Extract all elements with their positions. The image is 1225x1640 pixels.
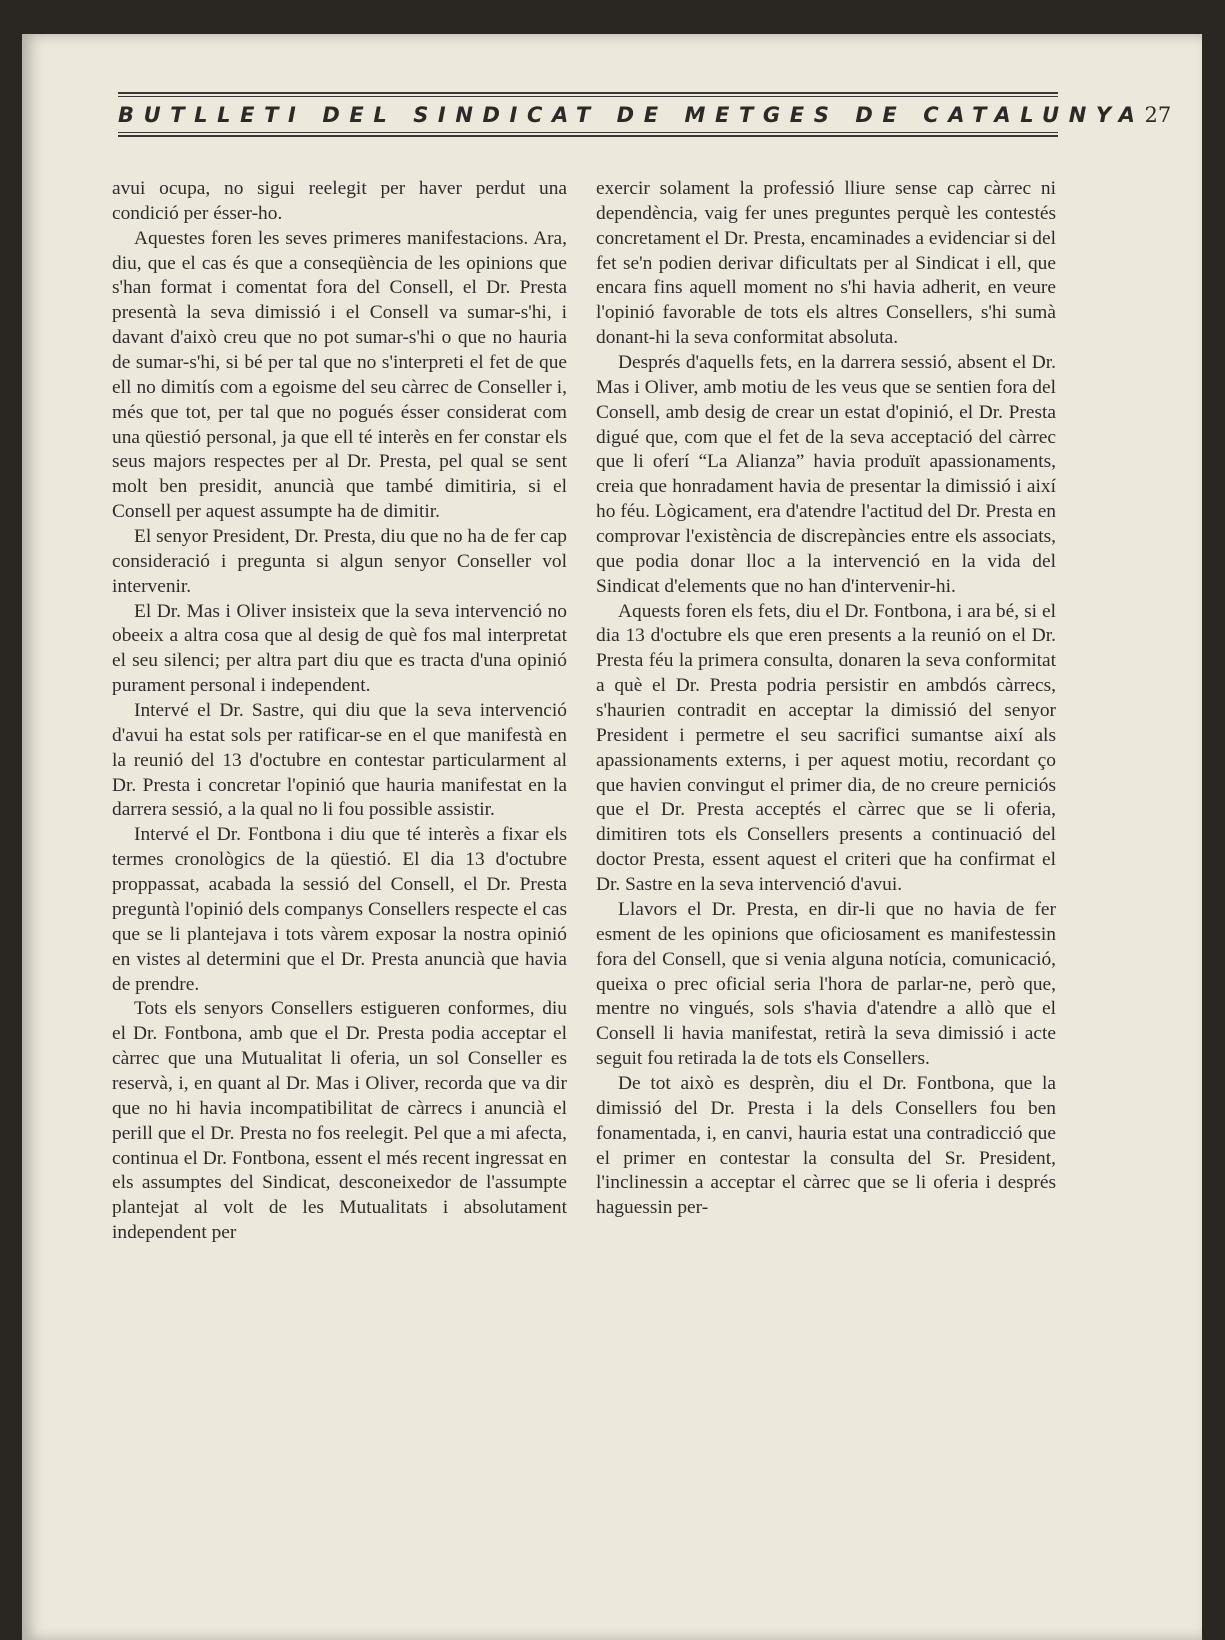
header-row xyxy=(118,97,1172,130)
header-bottom-rule-thin xyxy=(118,132,1058,133)
paragraph: Aquestes foren les seves primeres manifestacions. Ara, diu, que el cas és que a conseqüència de les opinions que s'han format i comentat fora del Consell, el Dr. Presta presentà la seva dimissió i el Consell va sumar-s'hi, i davant d'això creu que no pot sumar-s'hi o que no hauria de sumar-s'hi, si bé per tal que no s'interpreti el fet de que ell no dimitís com a egoisme del seu càrrec de Conseller i, més que tot, per tal que no pogués ésser considerat com una qüestió personal, ja que ell té interès en fer constar els seus majors respectes per al Dr. Presta, pel qual se sent molt ben presidit, anuncià que també dimitiria, si el Consell per aquest assumpte ha de dimitir. xyxy=(112,227,567,523)
paragraph: Aquests foren els fets, diu el Dr. Fontbona, i ara bé, si el dia 13 d'octubre els que eren presents a la reunió on el Dr. Presta féu la primera consulta, donaren la seva conformitat a què el Dr. Presta podria persistir en ambdós càrrecs, s'haurien contradit en acceptar la dimissió del senyor President i permetre el seu sacrifici sumantse així als apassionaments externs, i per aquest motiu, recordant ço que havien convingut el primer dia, de no creure perniciós que el Dr. Presta acceptés el càrrec que se li oferia, dimitiren tots els Consellers presents a continuació del doctor Presta, essent aquest el criteri que ha confirmat el Dr. Sastre en la seva intervenció d'avui. xyxy=(596,600,1056,896)
paragraph: De tot això es desprèn, diu el Dr. Fontbona, que la dimissió del Dr. Presta i la dels Consellers fou ben fonamentada, i, en canvi, hauria estat una contradicció que el primer en contestar la consulta del Sr. President, l'inclinessin a acceptar el càrrec que se li oferia i després haguessin per- xyxy=(596,1072,1056,1219)
paragraph: El senyor President, Dr. Presta, diu que no ha de fer cap consideració i pregunta si algun senyor Conseller vol intervenir. xyxy=(112,526,567,597)
paragraph: avui ocupa, no sigui reelegit per haver perdut una condició per ésser-ho. xyxy=(112,178,567,224)
paragraph: Llavors el Dr. Presta, en dir-li que no havia de fer esment de les opinions que oficiosament es manifestessin fora del Consell, que si venia alguna notícia, comunicació, queixa o prec oficial seria l'hora de parlar-ne, però que, mentre no vingués, sols s'havia d'atendre a allò que el Consell li havia manifestat, retirà la seva dimissió i acte seguit fou retirada la de tots els Consellers. xyxy=(596,898,1056,1070)
header-top-rule xyxy=(118,92,1058,94)
page-number: 27 xyxy=(1144,103,1172,127)
paragraph: exercir solament la professió lliure sense cap càrrec ni dependència, vaig fer unes preguntes perquè les contestés concretament el Dr. Presta, encaminades a evidenciar si del fet se'n podien derivar dificultats per al Sindicat i ell, que encara fins aquell moment no s'hi havia adherit, en veure l'opinió favorable de tots els altres Consellers, s'hi sumà donant-hi la seva conformitat absoluta. xyxy=(596,178,1056,349)
running-header xyxy=(118,92,1172,137)
paragraph: Tots els senyors Consellers estigueren conformes, diu el Dr. Fontbona, amb que el Dr. Presta podia acceptar el càrrec que una Mutualitat li oferia, un sol Conseller es reservà, i, en quant al Dr. Mas i Oliver, recorda que va dir que no hi havia incompatibilitat de càrrecs i anuncià el perill que el Dr. Presta no fos reelegit. Pel que a mi afecta, continua el Dr. Fontbona, essent el més recent ingressat en els assumptes del Sindicat, desconeixedor de l'assumpte plantejat al volt de les Mutualitats i absolutament independent per xyxy=(112,998,567,1244)
header-bottom-rule xyxy=(118,135,1058,137)
paragraph: Intervé el Dr. Sastre, qui diu que la seva intervenció d'avui ha estat sols per ratificar-se en el que manifestà en la reunió del 13 d'octubre en contestar particularment al Dr. Presta i concretar l'opinió que hauria manifestat en la darrera sessió, a la qual no li fou possible assistir. xyxy=(112,700,567,821)
paragraph: Intervé el Dr. Fontbona i diu que té interès a fixar els termes cronològics de la qüestió. El dia 13 d'octubre proppassat, acabada la sessió del Consell, el Dr. Presta preguntà l'opinió dels companys Consellers respecte el cas que se li plantejava i tots vàrem exposar la nostra opinió en vistes al determini que el Dr. Presta anuncià que havia de prendre. xyxy=(112,824,567,995)
right-column xyxy=(596,177,1056,1221)
running-title: BUTLLETI DEL SINDICAT DE METGES DE CATALUNYA xyxy=(118,103,1145,127)
left-column xyxy=(112,177,567,1246)
paragraph: El Dr. Mas i Oliver insisteix que la seva intervenció no obeeix a altra cosa que al desig de què fos mal interpretat el seu silenci; per altra part diu que es tracta d'una opinió purament personal i independent. xyxy=(112,600,567,697)
paragraph: Després d'aquells fets, en la darrera sessió, absent el Dr. Mas i Oliver, amb motiu de les veus que se sentien fora del Consell, amb desig de crear un estat d'opinió, el Dr. Presta digué que, com que el fet de la seva acceptació del càrrec que li oferí “La Alianza” havia produït apassionaments, creia que honradament havia de presentar la dimissió i així ho féu. Lògicament, era d'atendre l'actitud del Dr. Presta en comprovar l'existència de discrepàncies entre els associats, que podia donar lloc a la intervenció en la vida del Sindicat d'elements que no han d'intervenir-hi. xyxy=(596,352,1056,597)
